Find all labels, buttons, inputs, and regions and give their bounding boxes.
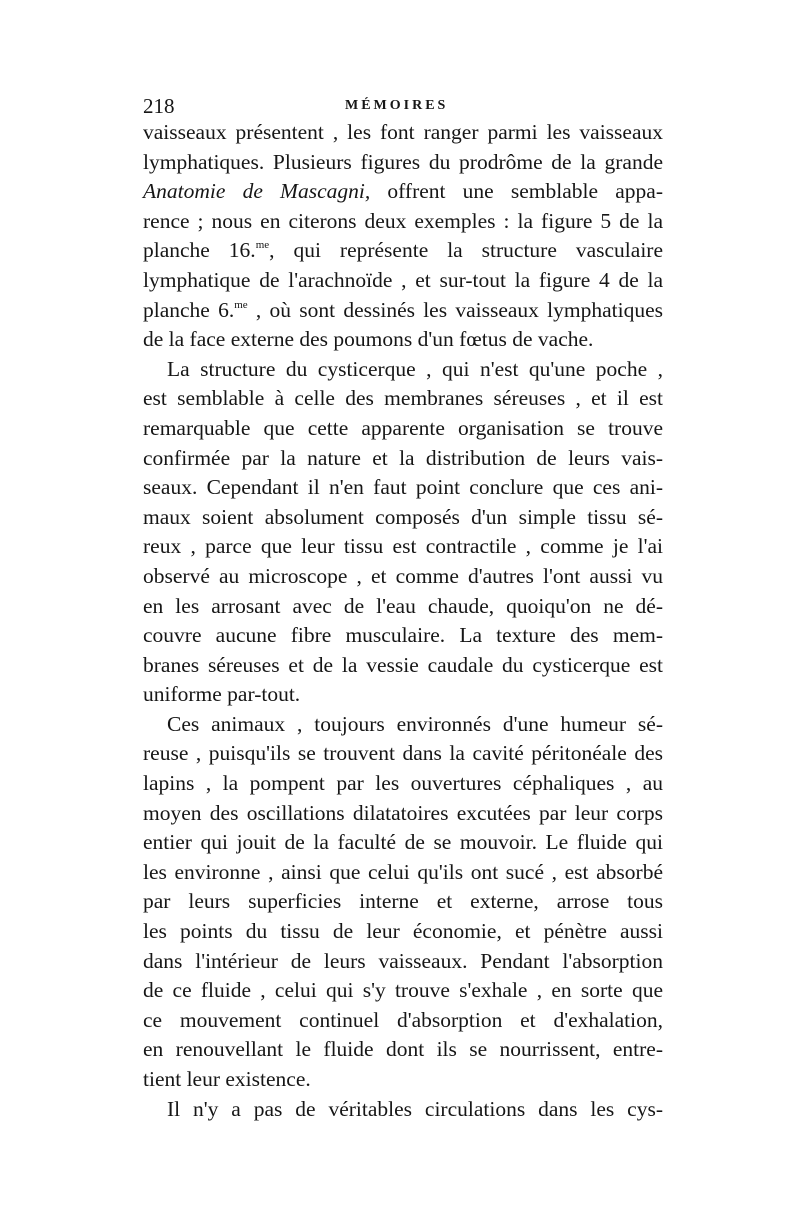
running-title: MÉMOIRES [345,98,449,113]
text-line: lapins , la pompent par les ouvertures céphaliques , au [143,771,663,796]
text-line: observé au microscope , et comme d'autres l'ont aussi vu [143,563,663,588]
paragraph [143,710,663,1095]
text-line: les points du tissu de leur économie, et pénètre aussi [143,919,663,944]
text-line: lymphatique de l'arachnoïde , et sur-tout la figure 4 de la [143,267,663,292]
text-line: confirmée par la nature et la distribution de leurs vais- [143,445,663,470]
text-fragment: planche 6. [143,297,235,322]
text-line: dans l'intérieur de leurs vaisseaux. Pendant l'absorption [143,948,663,973]
text-line: de la face externe des poumons d'un fœtus de vache. [143,327,594,352]
text-line: Il n'y a pas de véritables circulations dans les cys- [167,1096,663,1121]
text-fragment: offrent une semblable appa- [370,179,663,204]
text-line: en les arrosant avec de l'eau chaude, quoiqu'on ne dé- [143,593,663,618]
text-line: tient leur existence. [143,1067,311,1091]
page-number: 218 [143,94,175,118]
text-line: lymphatiques. Plusieurs figures du prodrôme de la grande [143,149,663,174]
text-line: ce mouvement continuel d'absorption et d'exhalation, [143,1007,663,1032]
paragraph [143,1095,663,1125]
superscript: me [255,239,270,252]
text-line: de ce fluide , celui qui s'y trouve s'exhale , en sorte que [143,978,663,1003]
text-line: reuse , puisqu'ils se trouvent dans la cavité péritonéale des [143,741,663,766]
text-line: moyen des oscillations dilatatoires excutées par leur corps [143,800,663,825]
text-fragment: , où sont dessinés les vaisseaux lymphatiques [247,297,663,322]
text-line: couvre aucune fibre musculaire. La texture des mem- [143,623,663,648]
text-line: entier qui jouit de la faculté de se mouvoir. Le fluide qui [143,830,663,855]
text-line: par leurs superficies interne et externe, arrose tous [143,889,663,914]
text-line [143,236,663,266]
paragraph [143,355,663,710]
text-line: reux , parce que leur tissu est contractile , comme je l'ai [143,534,663,559]
text-line: seaux. Cependant il n'en faut point conclure que ces ani- [143,475,663,500]
text-line: uniforme par-tout. [143,682,301,707]
superscript: me [234,298,248,311]
text-line: rence ; nous en citerons deux exemples : la figure 5 de la [143,208,663,233]
text-line [143,177,663,207]
paragraph [143,118,663,355]
running-head [143,93,663,119]
text-line: La structure du cysticerque , qui n'est qu'une poche , [167,356,663,381]
text-line: est semblable à celle des membranes séreuses , et il est [143,386,663,411]
text-line: maux soient absolument composés d'un simple tissu sé- [143,504,663,529]
text-fragment: , qui représente la structure vasculaire [269,238,663,263]
body-text [143,118,663,1124]
italic-citation: Anatomie de Mascagni, [143,179,371,204]
text-line: branes séreuses et de la vessie caudale du cysticerque est [143,652,663,677]
text-line: remarquable que cette apparente organisation se trouve [143,415,663,440]
text-line: les environne , ainsi que celui qu'ils ont sucé , est absorbé [143,859,663,884]
text-line: vaisseaux présentent , les font ranger parmi les vaisseaux [143,120,663,144]
text-line: Ces animaux , toujours environnés d'une humeur sé- [167,711,663,736]
text-fragment: planche 16. [143,238,256,263]
text-line: en renouvellant le fluide dont ils se nourrissent, entre- [143,1037,663,1062]
text-line [143,296,663,326]
